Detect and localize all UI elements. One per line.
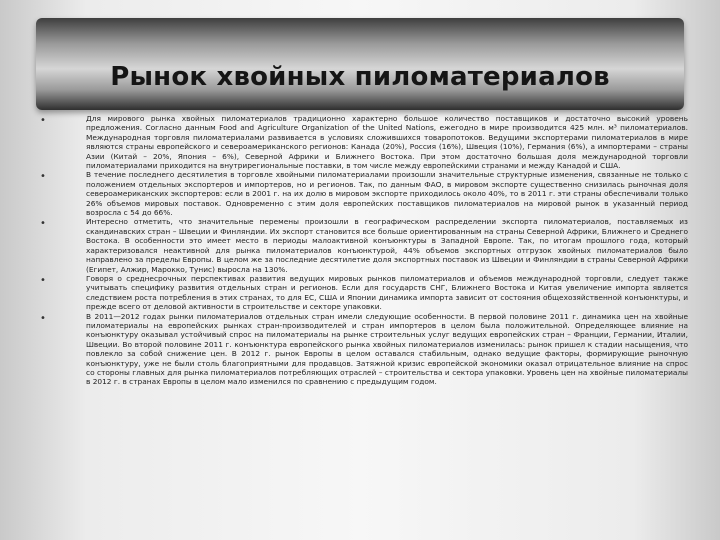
slide-title: Рынок хвойных пиломатериалов [110, 62, 610, 92]
slide-content [40, 114, 688, 534]
bullet-item [40, 114, 688, 170]
bullet-text: В течение последнего десятилетия в торговле хвойными пиломатериалами произошли значительные структурные изменения, связанные не только с положением отдельных экспортеров и импортеров, но и регионов. Так, по данным ФАО, в мировом экспорте существенно снизилась рыночная доля североамериканских экспортеров: если в 2001 г. на их долю в мировом экспорте приходилось около 40%, то в 2011 г. эти страны обеспечивали только 26% объемов мировых поставок. Одновременно с этим доля европейских поставщиков пиломатериалов на мировой рынок в указанный период возросла с 54 до 66%. [86, 170, 688, 218]
bullet-item [40, 217, 688, 273]
bullet-item [40, 274, 688, 312]
bullet-marker: • [40, 274, 46, 286]
title-bar [36, 18, 684, 110]
bullet-text: Интересно отметить, что значительные перемены произошли в географическом распределении экспорта пиломатериалов, поставляемых из скандинавских стран – Швеции и Финляндии. Их экспорт становится все больше ориентированным на страны Северной Африки, Ближнего и Среднего Востока. В особенности это имеет место в периоды малоактивной конъюнктуры в Западной Европе. Так, по итогам прошлого года, который характеризовался неактивной для рынка пиломатериалов конъюнктурой, 44% объемов экспортных отгрузок хвойных пиломатериалов было направлено за пределы Европы. В целом же за последние десятилетие доля экспортных поставок из Швеции и Финляндии в страны Северной Африки (Египет, Алжир, Марокко, Тунис) выросла на 130%. [86, 217, 688, 274]
bullet-text: Для мирового рынка хвойных пиломатериалов традиционно характерно большое количество поставщиков и достаточно высокий уровень предложения. Согласно данным Food and Agriculture Organization of the United Nations, ежегодно в мире производится 425 млн. м³ пиломатериалов. Международная торговля пиломатериалами развивается в условиях сложившихся товаропотоков. Ведущими экспортерами пиломатериалов в мире являются страны европейского и североамериканского регионов: Канада (20%), Россия (16%), Швеция (10%), Германия (6%), а импортерами – страны Азии (Китай – 20%, Япония – 6%), Северной Африки и Ближнего Востока. При этом достаточно большая доля международной торговли пиломатериалами приходится на внутрирегиональные поставки, в том числе между европейскими странами и между Канадой и США. [86, 114, 688, 171]
bullet-text: Говоря о среднесрочных перспективах развития ведущих мировых рынков пиломатериалов и объемов международной торговли, следует также учитывать специфику развития отдельных стран и регионов. Если для государств СНГ, Ближнего Востока и Китая увеличение импорта является следствием роста потребления в этих странах, то для ЕС, США и Японии динамика импорта зависит от состояния общехозяйственной конъюнктуры, и прежде всего от деловой активности в строительстве и секторе упаковки. [86, 273, 688, 312]
bullet-marker: • [40, 171, 46, 183]
bullet-item [40, 312, 688, 387]
bullet-text: В 2011—2012 годах рынки пиломатериалов отдельных стран имели следующие особенности. В первой половине 2011 г. динамика цен на хвойные пиломатериалы на европейских рынках стран-производителей и стран импортеров в целом была положительной. Определяющее влияние на конъюнктуру оказывал устойчивый спрос на пиломатериалы на рынке строительных услуг ведущих европейских стран – Франции, Германии, Италии, Швеции. Во второй половине 2011 г. конъюнктура европейского рынка хвойных пиломатериалов изменилась: рынок пришел к стадии насыщения, что повлекло за собой снижение цен. В 2012 г. рынок Европы в целом оставался стабильным, однако ведущие факторы, формирующие рыночную конъюнктуру, уже не были столь благоприятными для продавцов. Затяжной кризис европейской экономики оказал отрицательное влияние на спрос со стороны главных для рынка пиломатериалов потребляющих отраслей – строительства и сектора упаковки. Уровень цен на хвойные пиломатериалы в 2012 г. в странах Европы в целом мало изменился по сравнению с предыдущим годом. [86, 311, 688, 387]
bullet-marker: • [40, 218, 46, 230]
bullet-marker: • [40, 312, 46, 324]
bullet-item [40, 170, 688, 217]
bullet-marker: • [40, 115, 46, 126]
